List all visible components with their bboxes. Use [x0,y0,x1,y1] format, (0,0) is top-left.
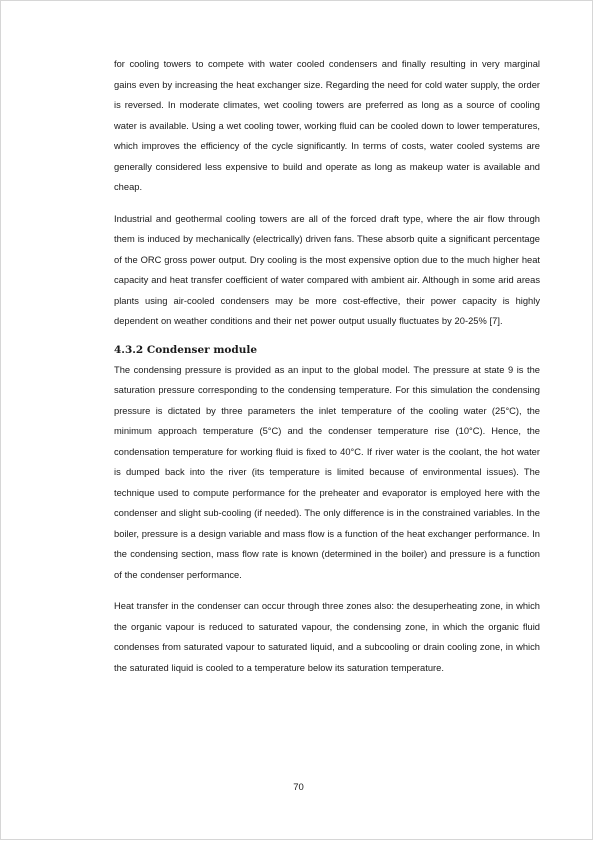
body-paragraph-cooling-towers: for cooling towers to compete with water cooled condensers and finally resulting in very marginal gains even by increasing the heat exchanger size. Regarding the need for cold water supply, the order is reversed. In moderate climates, wet cooling towers are preferred as long as a source of cooling water is available. Using a wet cooling tower, working fluid can be cooled down to lower temperatures, which improves the efficiency of the cycle significantly. In terms of costs, water cooled systems are generally considered less expensive to build and operate as long as makeup water is available and cheap. [114,59,540,192]
section-heading: 4.3.2 Condenser module [114,343,258,356]
body-paragraph-heat-transfer-zones: Heat transfer in the condenser can occur through three zones also: the desuperheating zone, in which the organic vapour is reduced to saturated vapour, the condensing zone, in which the organic fluid condenses from saturated vapour to saturated liquid, and a subcooling or drain cooling zone, in which the saturated liquid is cooled to a temperature below its saturation temperature. [114,601,540,673]
paragraph-spacer [114,198,540,209]
body-paragraph-forced-draft: Industrial and geothermal cooling towers are all of the forced draft type, where the air flow through them is induced by mechanically (electrically) driven fans. These absorb quite a significant percentage of the ORC gross power output. Dry cooling is the most expensive option due to the much higher heat capacity and heat transfer coefficient of water compared with ambient air. Although in some arid areas plants using air-cooled condensers may be more cost-effective, their power capacity is highly dependent on weather conditions and their net power output usually fluctuates by 20-25% [7]. [114,213,540,326]
page-body [114,54,540,678]
heading-spacer [114,332,540,342]
body-paragraph-condensing-pressure: The condensing pressure is provided as an input to the global model. The pressure at state 9 is the saturation pressure corresponding to the condensing temperature. For this simulation the condensing pressure is dictated by three parameters the inlet temperature of the cooling water (25°C), the minimum approach temperature (5°C) and the condenser temperature rise (10°C). Hence, the condensation temperature for working fluid is fixed to 40°C. If river water is the coolant, the hot water is dumped back into the river (its temperature is limited because of environmental issues). The technique used to compute performance for the preheater and evaporator is employed here with the condenser and slight sub-cooling (if needed). The only difference is in the constrained variables. In the boiler, pressure is a design variable and mass flow is a function of the heat exchanger performance. In the condensing section, mass flow rate is known (determined in the boiler) and pressure is a function of the condenser performance. [114,364,540,580]
paragraph-spacer [114,585,540,596]
page-number: 70 [293,782,304,793]
